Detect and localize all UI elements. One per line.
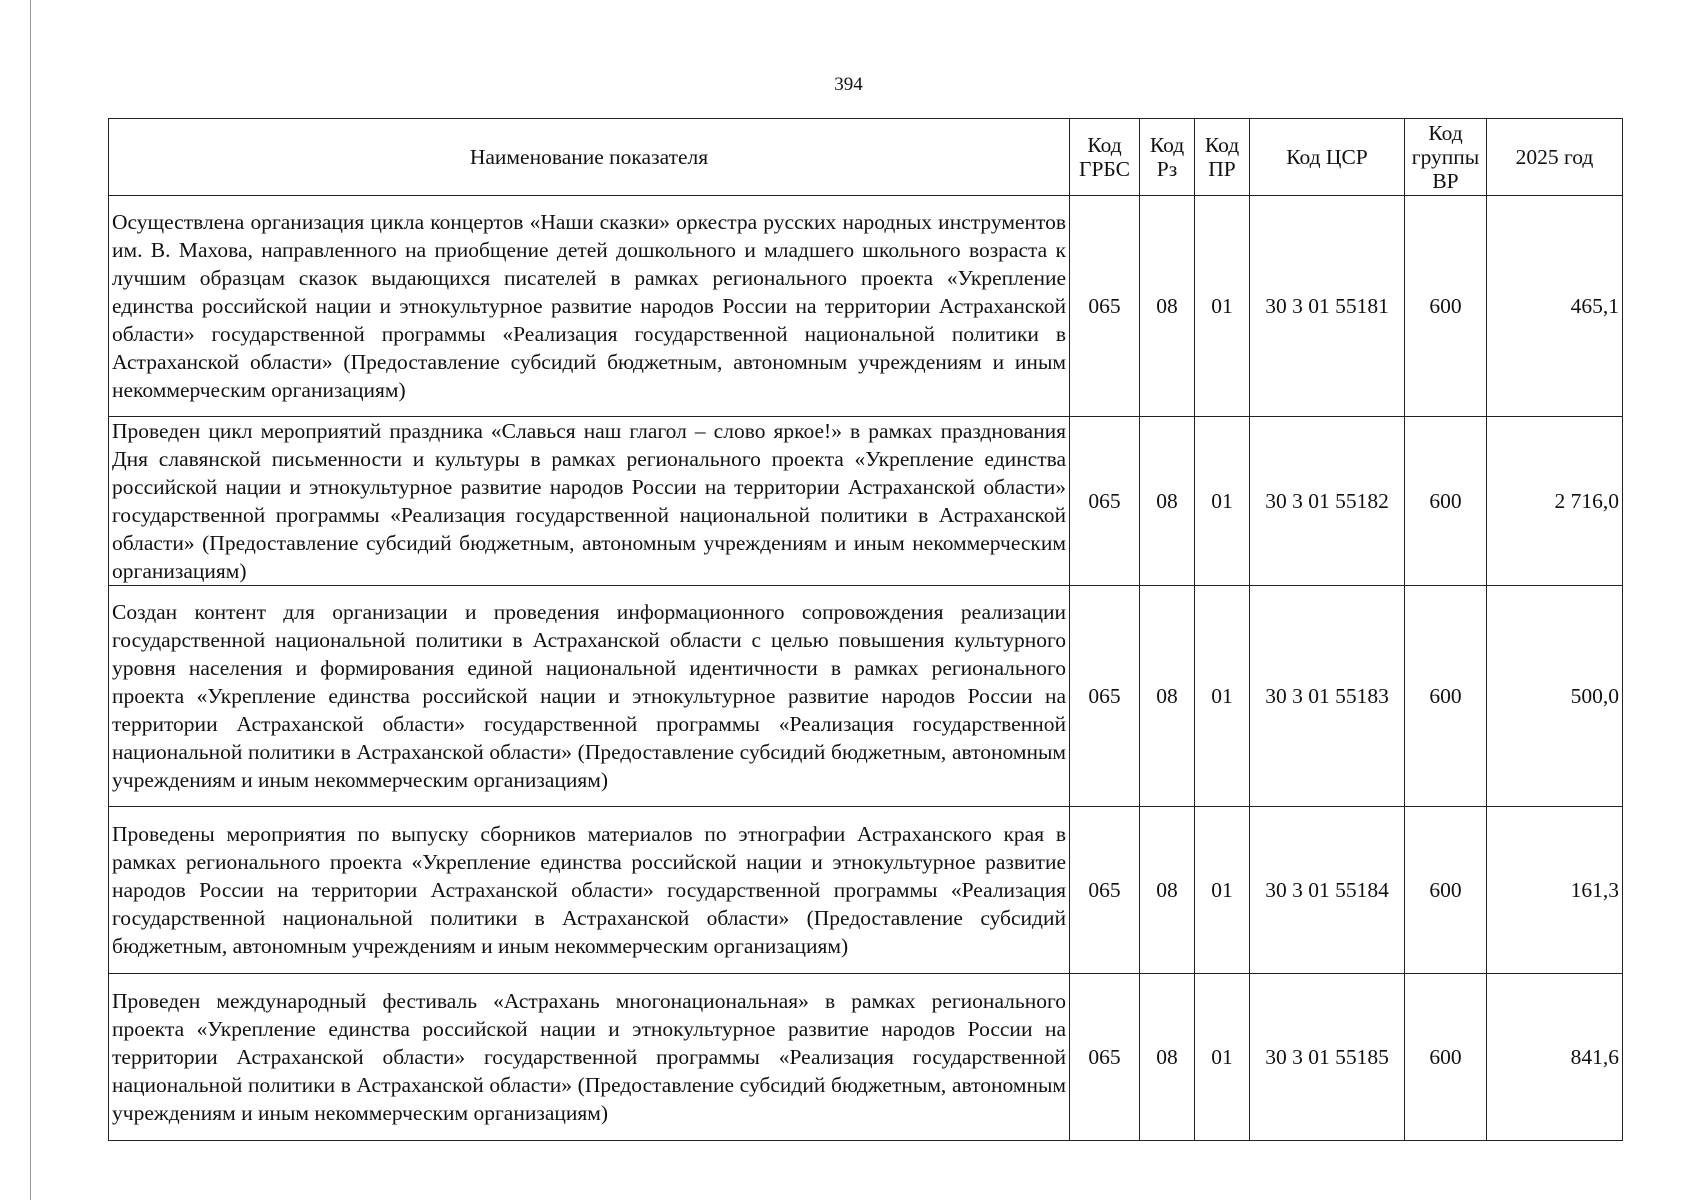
table-row	[109, 196, 1623, 417]
row-vr: 600	[1405, 196, 1487, 417]
row-name: Осуществлена организация цикла концертов «Наши сказки» оркестра русских народных инструментов им. В. Махова, направленного на приобщение детей дошкольного и младшего школьного возраста к лучшим образцам сказок выдающихся писателей в рамках регионального проекта «Укрепление единства российской нации и этнокультурное развитие народов России на территории Астраханской области» государственной программы «Реализация государственной национальной политики в Астраханской области» (Предоставление субсидий бюджетным, автономным учреждениям и иным некоммерческим организациям)	[109, 196, 1070, 417]
row-amount: 465,1	[1487, 196, 1623, 417]
row-grbs: 065	[1070, 586, 1140, 807]
header-csr: Код ЦСР	[1250, 119, 1405, 196]
page-number: 394	[834, 74, 863, 95]
row-amount: 500,0	[1487, 586, 1623, 807]
row-rz: 08	[1140, 417, 1195, 586]
row-pr: 01	[1195, 417, 1250, 586]
row-rz: 08	[1140, 974, 1195, 1141]
table-row	[109, 586, 1623, 807]
row-amount: 161,3	[1487, 807, 1623, 974]
table-row	[109, 417, 1623, 586]
table-row	[109, 974, 1623, 1141]
row-name: Создан контент для организации и проведения информационного сопровождения реализации государственной национальной политики в Астраханской области с целью повышения культурного уровня населения и формирования единой национальной идентичности в рамках регионального проекта «Укрепление единства российской нации и этнокультурное развитие народов России на территории Астраханской области» государственной программы «Реализация государственной национальной политики в Астраханской области» (Предоставление субсидий бюджетным, автономным учреждениям и иным некоммерческим организациям)	[109, 586, 1070, 807]
row-name: Проведен международный фестиваль «Астрахань многонациональная» в рамках регионального проекта «Укрепление единства российской нации и этнокультурное развитие народов России на территории Астраханской области» государственной программы «Реализация государственной национальной политики в Астраханской области» (Предоставление субсидий бюджетным, автономным учреждениям и иным некоммерческим организациям)	[109, 974, 1070, 1141]
row-vr: 600	[1405, 974, 1487, 1141]
header-pr: Код ПР	[1195, 119, 1250, 196]
row-grbs: 065	[1070, 974, 1140, 1141]
row-pr: 01	[1195, 807, 1250, 974]
row-amount: 841,6	[1487, 974, 1623, 1141]
row-grbs: 065	[1070, 807, 1140, 974]
row-pr: 01	[1195, 196, 1250, 417]
header-name: Наименование показателя	[109, 119, 1070, 196]
row-name: Проведены мероприятия по выпуску сборников материалов по этнографии Астраханского края в рамках регионального проекта «Укрепление единства российской нации и этнокультурное развитие народов России на территории Астраханской области» государственной программы «Реализация государственной национальной политики в Астраханской области» (Предоставление субсидий бюджетным, автономным учреждениям и иным некоммерческим организациям)	[109, 807, 1070, 974]
table-row	[109, 807, 1623, 974]
row-vr: 600	[1405, 417, 1487, 586]
header-vr: Код группы ВР	[1405, 119, 1487, 196]
header-row	[109, 119, 1623, 196]
row-csr: 30 3 01 55184	[1250, 807, 1405, 974]
row-grbs: 065	[1070, 417, 1140, 586]
row-pr: 01	[1195, 974, 1250, 1141]
row-rz: 08	[1140, 807, 1195, 974]
row-grbs: 065	[1070, 196, 1140, 417]
row-amount: 2 716,0	[1487, 417, 1623, 586]
header-grbs: Код ГРБС	[1070, 119, 1140, 196]
row-csr: 30 3 01 55183	[1250, 586, 1405, 807]
row-vr: 600	[1405, 586, 1487, 807]
row-name: Проведен цикл мероприятий праздника «Славься наш глагол – слово яркое!» в рамках празднования Дня славянской письменности и культуры в рамках регионального проекта «Укрепление единства российской нации и этнокультурное развитие народов России на территории Астраханской области» государственной программы «Реализация государственной национальной политики в Астраханской области» (Предоставление субсидий бюджетным, автономным учреждениям и иным некоммерческим организациям)	[109, 417, 1070, 586]
header-year: 2025 год	[1487, 119, 1623, 196]
row-pr: 01	[1195, 586, 1250, 807]
row-rz: 08	[1140, 196, 1195, 417]
row-vr: 600	[1405, 807, 1487, 974]
scan-edge-line	[30, 0, 31, 1200]
budget-table	[108, 118, 1623, 1141]
row-csr: 30 3 01 55185	[1250, 974, 1405, 1141]
row-csr: 30 3 01 55182	[1250, 417, 1405, 586]
row-rz: 08	[1140, 586, 1195, 807]
row-csr: 30 3 01 55181	[1250, 196, 1405, 417]
header-rz: Код Рз	[1140, 119, 1195, 196]
